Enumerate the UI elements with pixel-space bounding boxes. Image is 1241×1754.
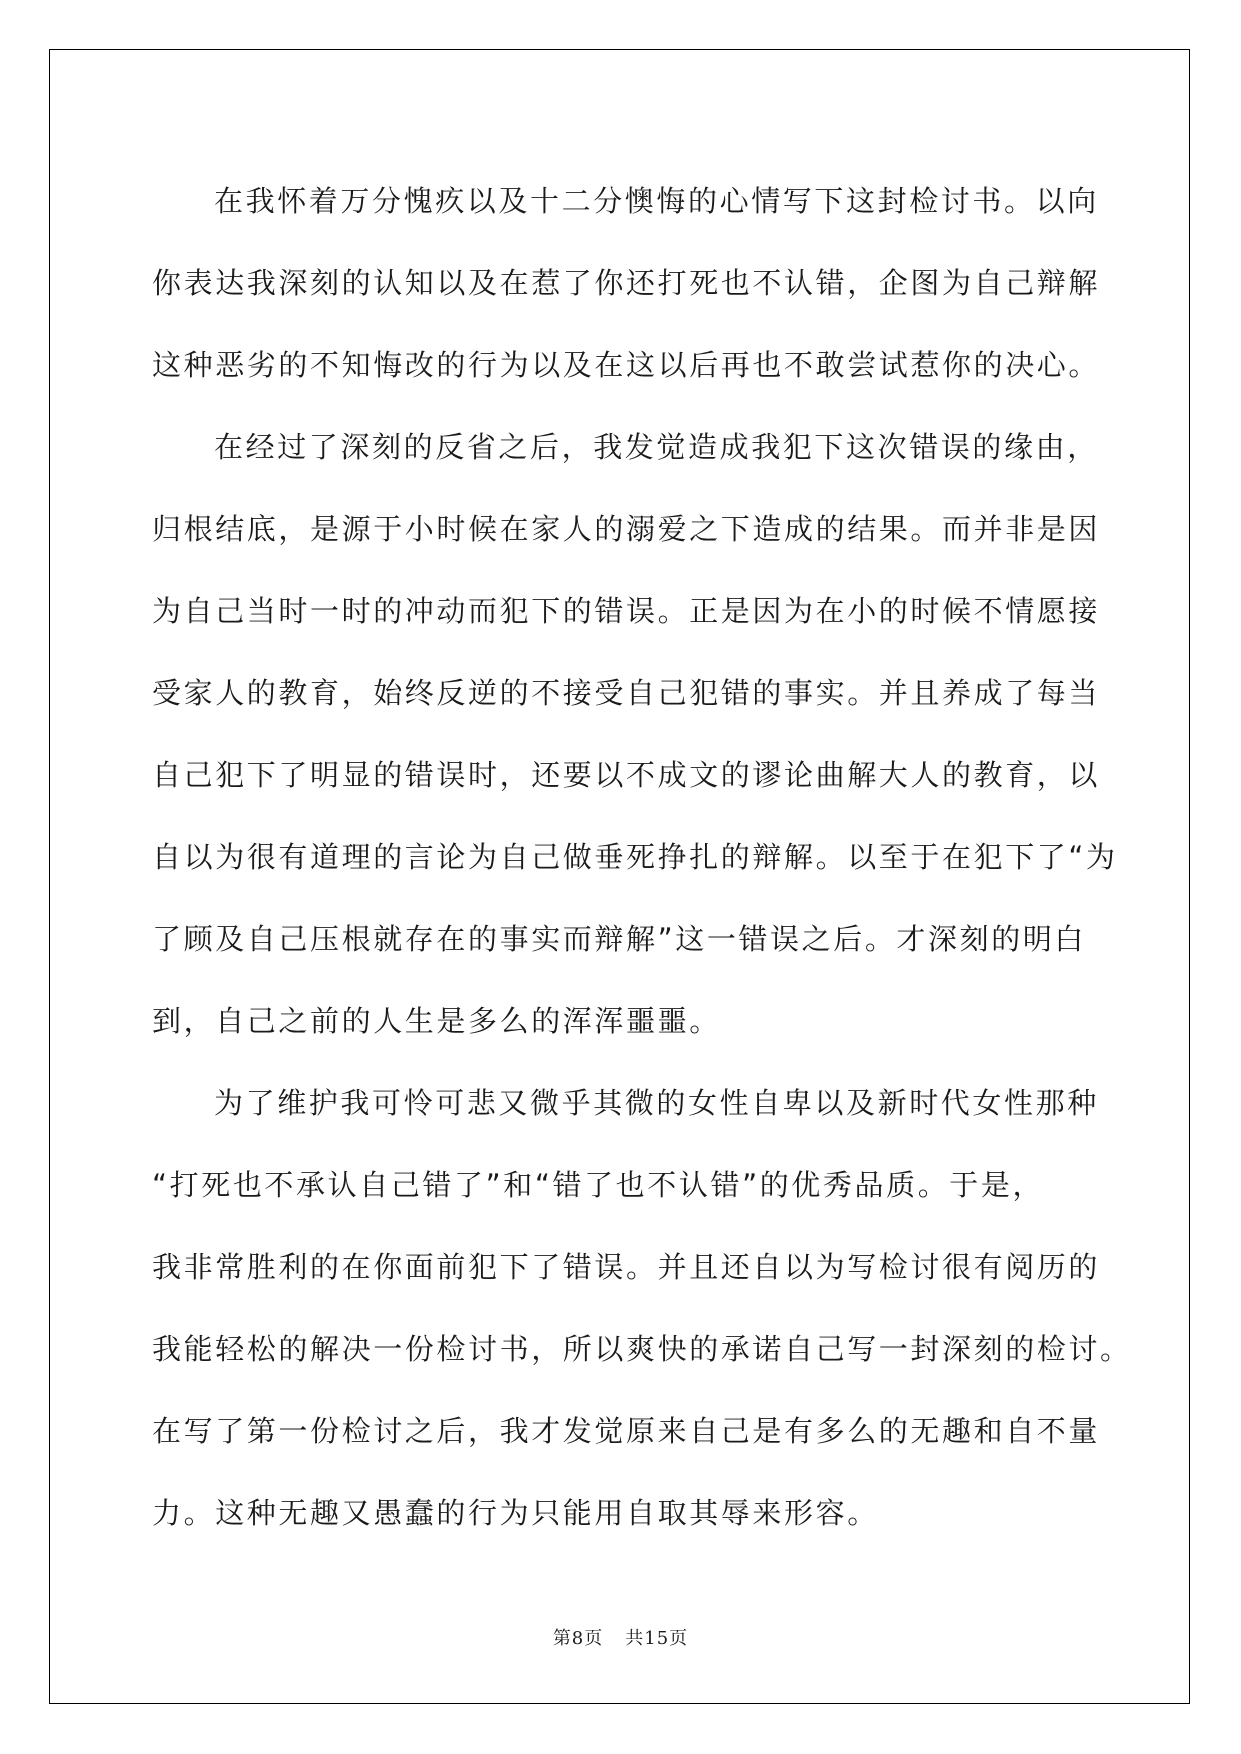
paragraph-3-line-3: 我非常胜利的在你面前犯下了错误。并且还自以为写检讨很有阅历的 bbox=[152, 1250, 1101, 1284]
paragraph-2-line-5: 自己犯下了明显的错误时，还要以不成文的谬论曲解大人的教育，以 bbox=[152, 758, 1101, 792]
paragraph-1-line-3: 这种恶劣的不知悔改的行为以及在这以后再也不敢尝试惹你的决心。 bbox=[152, 348, 1101, 382]
paragraph-2-line-8: 到，自己之前的人生是多么的浑浑噩噩。 bbox=[152, 1004, 721, 1038]
paragraph-2-line-6: 自以为很有道理的言论为自己做垂死挣扎的辩解。以至于在犯下了“为 bbox=[152, 840, 1118, 874]
paragraph-1-line-1: 在我怀着万分愧疚以及十二分懊悔的心情写下这封检讨书。以向 bbox=[214, 184, 1099, 218]
paragraph-3-line-2: “打死也不承认自己错了”和“错了也不认错”的优秀品质。于是， bbox=[152, 1168, 1045, 1202]
paragraph-3-line-4: 我能轻松的解决一份检讨书，所以爽快的承诺自己写一封深刻的检讨。 bbox=[152, 1332, 1132, 1366]
page-number-total: 共15页 bbox=[625, 1628, 689, 1649]
page-number-current: 第8页 bbox=[552, 1628, 604, 1649]
document-body bbox=[152, 160, 1132, 1554]
paragraph-2-line-3: 为自己当时一时的冲动而犯下的错误。正是因为在小的时候不情愿接 bbox=[152, 594, 1101, 628]
page-footer bbox=[0, 1624, 1241, 1650]
paragraph-1-line-2: 你表达我深刻的认知以及在惹了你还打死也不认错，企图为自己辩解 bbox=[152, 266, 1101, 300]
paragraph-2-line-4: 受家人的教育，始终反逆的不接受自己犯错的事实。并且养成了每当 bbox=[152, 676, 1101, 710]
paragraph-3-line-6: 力。这种无趣又愚蠢的行为只能用自取其辱来形容。 bbox=[152, 1496, 879, 1530]
paragraph-3-line-5: 在写了第一份检讨之后，我才发觉原来自己是有多么的无趣和自不量 bbox=[152, 1414, 1101, 1448]
paragraph-2-line-2: 归根结底，是源于小时候在家人的溺爱之下造成的结果。而并非是因 bbox=[152, 512, 1101, 546]
paragraph-2-line-7: 了顾及自己压根就存在的事实而辩解”这一错误之后。才深刻的明白 bbox=[152, 922, 1087, 956]
paragraph-3-line-1: 为了维护我可怜可悲又微乎其微的女性自卑以及新时代女性那种 bbox=[214, 1086, 1099, 1120]
paragraph-2-line-1: 在经过了深刻的反省之后，我发觉造成我犯下这次错误的缘由， bbox=[214, 430, 1099, 464]
